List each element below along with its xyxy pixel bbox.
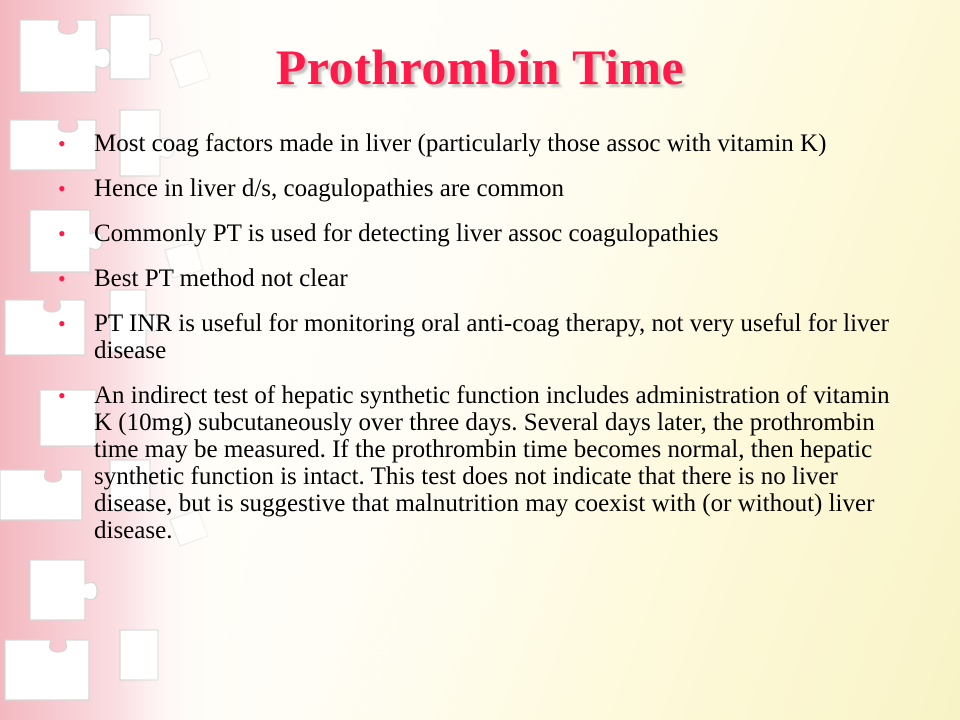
bullet-icon: • <box>58 176 66 201</box>
bullet-icon: • <box>58 383 66 408</box>
bullet-text: An indirect test of hepatic synthetic function includes administration of vitamin K (10mg) subcutaneously over three days. Several days later, the prothrombin time may be measured. If the prothrombin time becomes normal, then hepatic synthetic function is intact. This test does not indicate that there is no liver disease, but is suggestive that malnutrition may coexist with (or without) liver disease. <box>94 382 890 544</box>
slide-title: Prothrombin Time <box>275 39 685 95</box>
list-item <box>58 130 908 157</box>
list-item <box>58 265 908 292</box>
bullet-icon: • <box>58 266 66 291</box>
bullet-list <box>58 130 908 562</box>
bullet-text: Commonly PT is used for detecting liver assoc coagulopathies <box>94 220 719 247</box>
bullet-text: Hence in liver d/s, coagulopathies are common <box>94 175 564 202</box>
list-item <box>58 220 908 247</box>
list-item <box>58 175 908 202</box>
list-item <box>58 382 908 544</box>
bullet-icon: • <box>58 221 66 246</box>
bullet-icon: • <box>58 131 66 156</box>
bullet-text: PT INR is useful for monitoring oral anti-coag therapy, not very useful for liver disease <box>94 310 889 364</box>
bullet-icon: • <box>58 311 66 336</box>
bullet-text: Most coag factors made in liver (particularly those assoc with vitamin K) <box>94 130 827 157</box>
list-item <box>58 310 908 364</box>
bullet-text: Best PT method not clear <box>94 265 348 292</box>
